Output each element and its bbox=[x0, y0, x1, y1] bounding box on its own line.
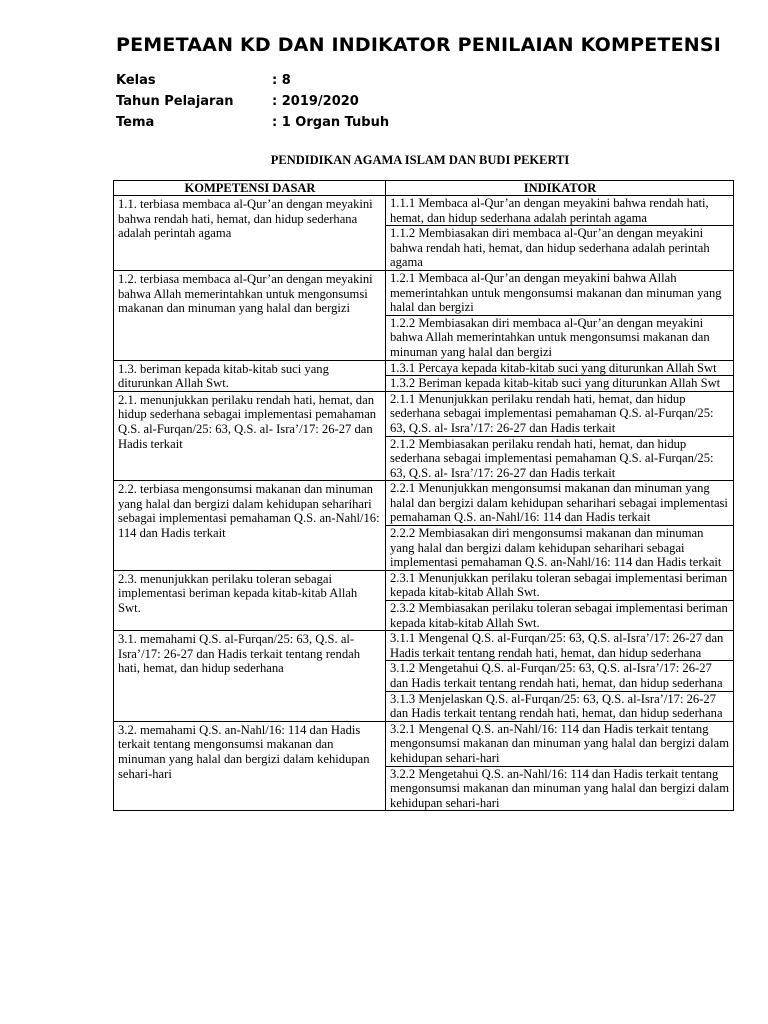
table-row bbox=[114, 721, 734, 766]
indikator-cell: 2.1.2 Membiasakan perilaku rendah hati, hemat, dan hidup sederhana sebagai implementasi pemahaman Q.S. al-Furqan/25: 63, Q.S. al- Isra’/17: 26-27 dan Hadis terkait bbox=[386, 436, 734, 481]
indikator-cell: 2.2.2 Membiasakan diri mengonsumsi makanan dan minuman yang halal dan bergizi dalam kehidupan seharihari sebagai implementasi pemahaman Q.S. an-Nahl/16: 114 dan Hadis terkait bbox=[386, 526, 734, 571]
kompetensi-dasar-cell: 2.3. menunjukkan perilaku toleran sebagai implementasi beriman kepada kitab-kitab Allah Swt. bbox=[114, 570, 386, 630]
indikator-cell: 2.3.1 Menunjukkan perilaku toleran sebagai implementasi beriman kepada kitab-kitab Allah Swt. bbox=[386, 570, 734, 600]
kompetensi-dasar-cell: 1.2. terbiasa membaca al-Qur’an dengan meyakini bahwa Allah memerintahkan untuk mengonsumsi makanan dan minuman yang halal dan bergizi bbox=[114, 270, 386, 360]
indikator-cell: 3.1.2 Mengetahui Q.S. al-Furqan/25: 63, Q.S. al-Isra’/17: 26-27 dan Hadis terkait tentang rendah hati, hemat, dan hidup sederhana bbox=[386, 661, 734, 691]
indikator-cell: 1.3.2 Beriman kepada kitab-kitab suci yang diturunkan Allah Swt bbox=[386, 376, 734, 392]
table-row bbox=[114, 360, 734, 376]
indikator-cell: 1.2.1 Membaca al-Qur’an dengan meyakini bahwa Allah memerintahkan untuk mengonsumsi makanan dan minuman yang halal dan bergizi bbox=[386, 270, 734, 315]
meta-label: Kelas bbox=[116, 73, 156, 88]
table-row bbox=[114, 196, 734, 226]
table-body bbox=[114, 196, 734, 811]
indikator-cell: 3.1.1 Mengenal Q.S. al-Furqan/25: 63, Q.S. al-Isra’/17: 26-27 dan Hadis terkait tentang rendah hati, hemat, dan hidup sederhana bbox=[386, 631, 734, 661]
table-header-row bbox=[114, 181, 734, 196]
meta-row-kelas bbox=[116, 70, 389, 91]
table-row bbox=[114, 391, 734, 436]
table-row bbox=[114, 481, 734, 526]
indikator-cell: 3.2.1 Mengenal Q.S. an-Nahl/16: 114 dan Hadis terkait tentang mengonsumsi makanan dan minuman yang halal dan bergizi dalam kehidupan sehari-hari bbox=[386, 721, 734, 766]
indikator-cell: 1.3.1 Percaya kepada kitab-kitab suci yang diturunkan Allah Swt bbox=[386, 360, 734, 376]
indikator-cell: 2.1.1 Menunjukkan perilaku rendah hati, hemat, dan hidup sederhana sebagai implementasi pemahaman Q.S. al-Furqan/25: 63, Q.S. al- Isra’/17: 26-27 dan Hadis terkait bbox=[386, 391, 734, 436]
document-meta bbox=[116, 70, 389, 133]
table-row bbox=[114, 270, 734, 315]
meta-value: : 8 bbox=[272, 73, 291, 88]
kompetensi-dasar-cell: 1.3. beriman kepada kitab-kitab suci yang diturunkan Allah Swt. bbox=[114, 360, 386, 391]
subject-heading: PENDIDIKAN AGAMA ISLAM DAN BUDI PEKERTI bbox=[270, 153, 570, 167]
kd-indikator-table bbox=[113, 180, 734, 811]
indikator-cell: 1.1.1 Membaca al-Qur’an dengan meyakini bahwa rendah hati, hemat, dan hidup sederhana adalah perintah agama bbox=[386, 196, 734, 226]
kompetensi-dasar-cell: 3.1. memahami Q.S. al-Furqan/25: 63, Q.S. al-Isra’/17: 26-27 dan Hadis terkait tentang rendah hati, hemat, dan hidup sederhana bbox=[114, 631, 386, 722]
document-title: PEMETAAN KD DAN INDIKATOR PENILAIAN KOMPETENSI bbox=[116, 34, 722, 56]
meta-label: Tahun Pelajaran bbox=[116, 94, 234, 109]
indikator-cell: 2.3.2 Membiasakan perilaku toleran sebagai implementasi beriman kepada kitab-kitab Allah Swt. bbox=[386, 601, 734, 631]
meta-row-tahun-pelajaran bbox=[116, 91, 389, 112]
indikator-cell: 2.2.1 Menunjukkan mengonsumsi makanan dan minuman yang halal dan bergizi dalam kehidupan seharihari sebagai implementasi pemahaman Q.S. an-Nahl/16: 114 dan Hadis terkait bbox=[386, 481, 734, 526]
indikator-cell: 3.1.3 Menjelaskan Q.S. al-Furqan/25: 63, Q.S. al-Isra’/17: 26-27 dan Hadis terkait tentang rendah hati, hemat, dan hidup sederhana bbox=[386, 691, 734, 721]
indikator-cell: 1.1.2 Membiasakan diri membaca al-Qur’an dengan meyakini bahwa rendah hati, hemat, dan hidup sederhana adalah perintah agama bbox=[386, 226, 734, 271]
kompetensi-dasar-cell: 2.2. terbiasa mengonsumsi makanan dan minuman yang halal dan bergizi dalam kehidupan seharihari sebagai implementasi pemahaman Q.S. an-Nahl/16: 114 dan Hadis terkait bbox=[114, 481, 386, 571]
table-row bbox=[114, 570, 734, 600]
header-kompetensi-dasar: KOMPETENSI DASAR bbox=[114, 181, 386, 196]
meta-value: : 1 Organ Tubuh bbox=[272, 115, 390, 130]
header-indikator: INDIKATOR bbox=[386, 181, 734, 196]
kompetensi-dasar-cell: 3.2. memahami Q.S. an-Nahl/16: 114 dan Hadis terkait tentang mengonsumsi makanan dan minuman yang halal dan bergizi dalam kehidupan sehari-hari bbox=[114, 721, 386, 811]
table-row bbox=[114, 631, 734, 661]
meta-row-tema bbox=[116, 112, 389, 133]
indikator-cell: 3.2.2 Mengetahui Q.S. an-Nahl/16: 114 dan Hadis terkait tentang mengonsumsi makanan dan minuman yang halal dan bergizi dalam kehidupan sehari-hari bbox=[386, 766, 734, 811]
kompetensi-dasar-cell: 2.1. menunjukkan perilaku rendah hati, hemat, dan hidup sederhana sebagai implementasi pemahaman Q.S. al-Furqan/25: 63, Q.S. al- Isra’/17: 26-27 dan Hadis terkait bbox=[114, 391, 386, 481]
kompetensi-dasar-cell: 1.1. terbiasa membaca al-Qur’an dengan meyakini bahwa rendah hati, hemat, dan hidup sederhana adalah perintah agama bbox=[114, 196, 386, 271]
indikator-cell: 1.2.2 Membiasakan diri membaca al-Qur’an dengan meyakini bahwa Allah memerintahkan untuk mengonsumsi makanan dan minuman yang halal dan bergizi bbox=[386, 315, 734, 360]
meta-value: : 2019/2020 bbox=[272, 94, 359, 109]
meta-label: Tema bbox=[116, 115, 155, 130]
